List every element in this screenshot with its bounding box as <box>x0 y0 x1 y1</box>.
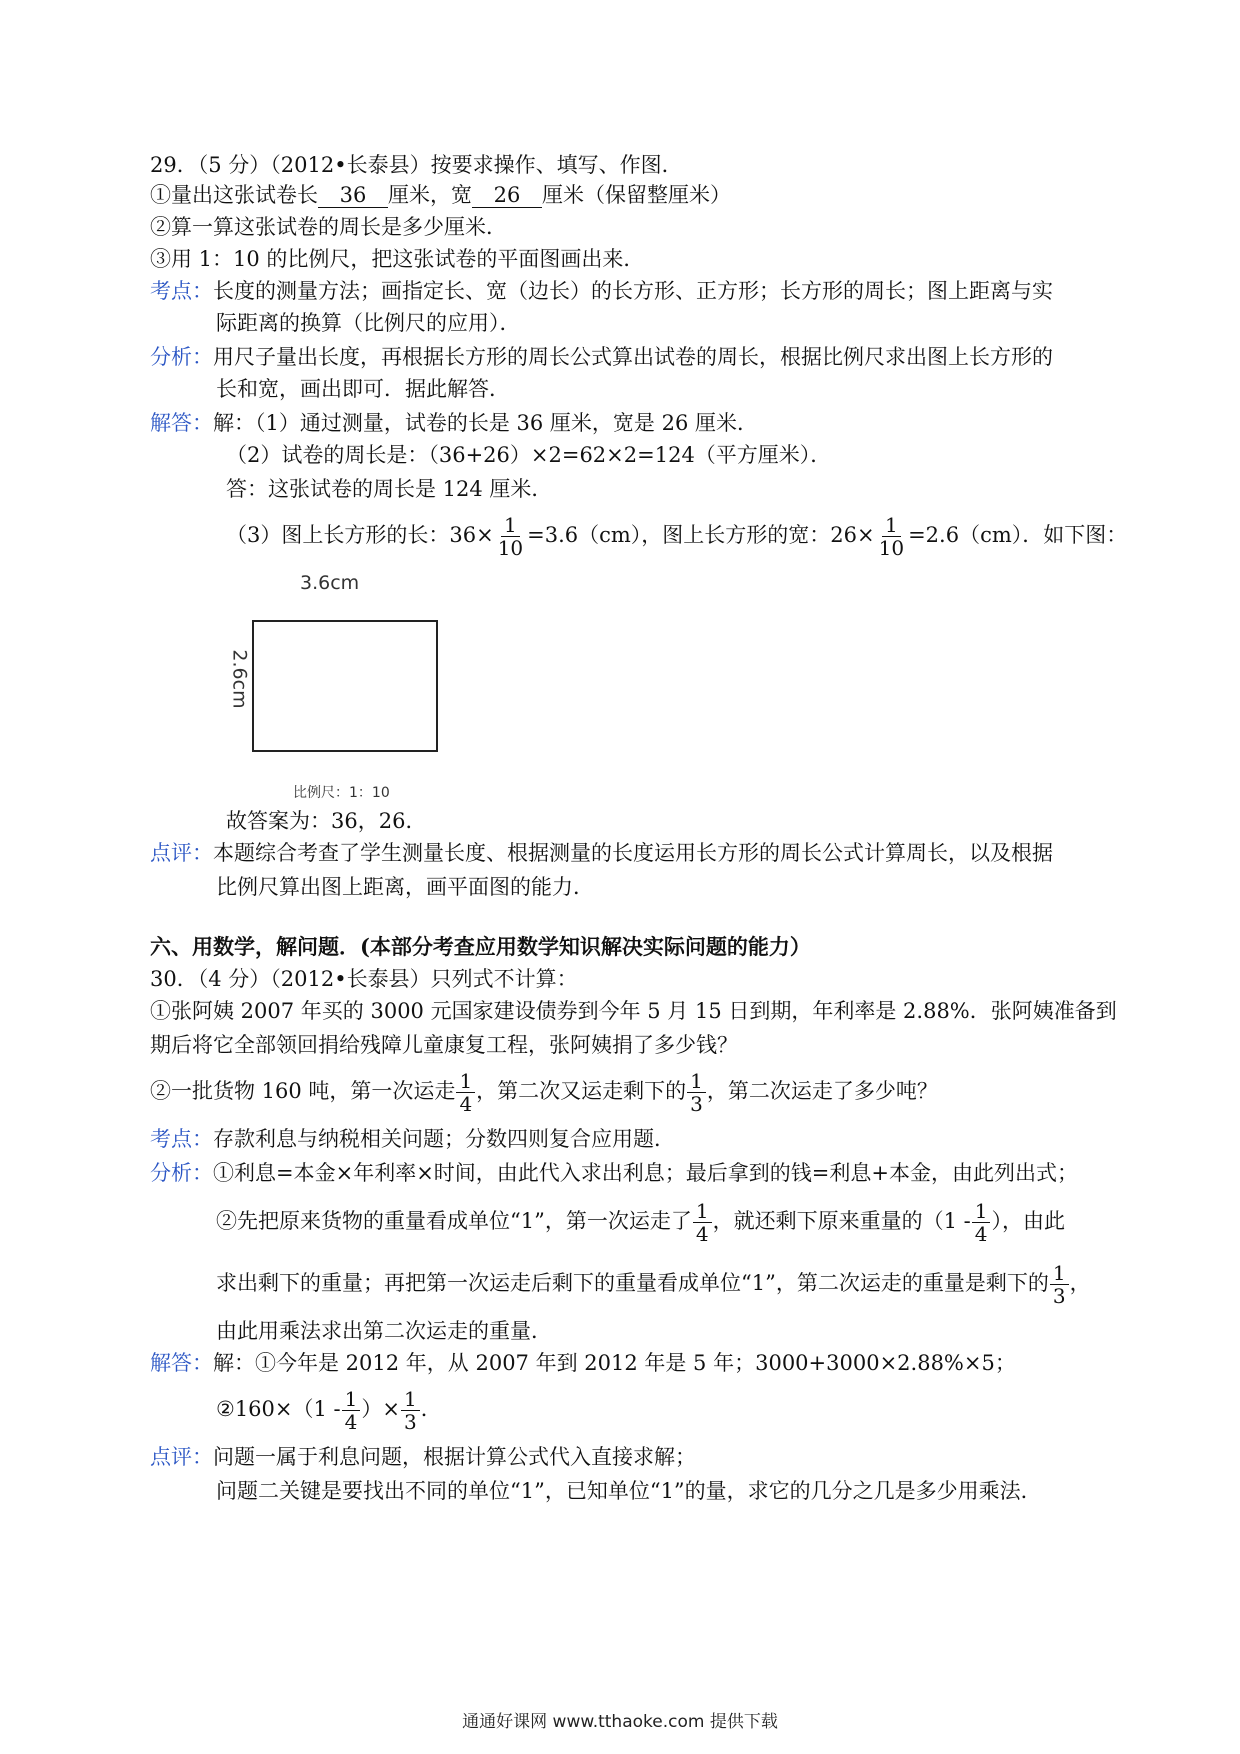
q30-item-2-text-b: ，第二次又运走剩下的 <box>476 1079 687 1103</box>
jieda-text: 解：（1）通过测量，试卷的长是 36 厘米，宽是 26 厘米． <box>213 411 759 435</box>
q30-fenxi-3-text-b: ， <box>1069 1271 1091 1295</box>
fraction-one-third-3: $\frac{1}{3}$ <box>401 1388 420 1433</box>
page-footer: 通通好课网 www.tthaoke.com 提供下载 <box>462 1712 778 1732</box>
fraction-one-quarter-4: $\frac{1}{4}$ <box>342 1388 361 1433</box>
q29-jieda-3: 答：这张试卷的周长是 124 厘米． <box>226 477 553 501</box>
q30-jieda-2-text-c: ． <box>420 1397 442 1421</box>
jieda-label: 解答： <box>150 411 213 435</box>
fenxi-label: 分析： <box>150 345 213 369</box>
kaodian-label: 考点： <box>150 1127 213 1151</box>
answer-blank-width: 26 <box>472 183 542 208</box>
q30-fenxi-4: 由此用乘法求出第二次运走的重量． <box>216 1319 552 1343</box>
q29-jieda-2: （2）试卷的周长是：（36+26）×2=62×2=124（平方厘米）． <box>226 443 832 467</box>
answer-blank-length: 36 <box>318 183 388 208</box>
fraction-one-tenth-2: $\frac{1}{10}$ <box>878 513 905 560</box>
fraction-one-quarter-2: $\frac{1}{4}$ <box>693 1200 712 1245</box>
dianping-label: 点评： <box>150 1445 213 1469</box>
q30-item-1-cont: 期后将它全部领回捐给残障儿童康复工程，张阿姨捐了多少钱？ <box>150 1033 738 1057</box>
q30-dianping <box>150 1442 696 1472</box>
q30-item-2-text-c: ，第二次运走了多少吨？ <box>706 1079 938 1103</box>
q30-jieda <box>150 1348 1016 1378</box>
q29-item-1-text-b: 厘米，宽 <box>388 183 472 207</box>
q30-item-1: ①张阿姨 2007 年买的 3000 元国家建设债券到今年 5 月 15 日到期，年利率是 2.88%．张阿姨准备到 <box>150 999 1117 1023</box>
kaodian-text: 长度的测量方法；画指定长、宽（边长）的长方形、正方形；长方形的周长；图上距离与实 <box>213 279 1053 303</box>
q30-kaodian <box>150 1124 675 1154</box>
q29-kaodian-cont: 际距离的换算（比例尺的应用）． <box>216 311 521 335</box>
q29-dianping-cont: 比例尺算出图上距离，画平面图的能力． <box>216 875 594 899</box>
kaodian-label: 考点： <box>150 279 213 303</box>
kaodian-text: 存款利息与纳税相关问题；分数四则复合应用题． <box>213 1127 675 1151</box>
q30-jieda-2-text-b: ）× <box>361 1397 400 1421</box>
dianping-label: 点评： <box>150 841 213 865</box>
fraction-one-third-2: $\frac{1}{3}$ <box>1050 1262 1069 1307</box>
q30-fenxi <box>150 1158 1078 1188</box>
fenxi-text: 用尺子量出长度，再根据长方形的周长公式算出试卷的周长，根据比例尺求出图上长方形的 <box>213 345 1053 369</box>
q29-jieda <box>150 408 758 438</box>
fenxi-text: ①利息=本金×年利率×时间，由此代入求出利息；最后拿到的钱=利息+本金，由此列出式； <box>213 1161 1078 1185</box>
dianping-text: 本题综合考查了学生测量长度、根据测量的长度运用长方形的周长公式计算周长，以及根据 <box>213 841 1053 865</box>
q29-fenxi-cont: 长和宽，画出即可．据此解答． <box>216 377 510 401</box>
q29-jieda-4-text: （3）图上长方形的长：36× <box>226 523 494 547</box>
q30-fenxi-2-text-b: ，就还剩下原来重量的（1 - <box>712 1209 971 1233</box>
fraction-one-quarter-3: $\frac{1}{4}$ <box>972 1200 991 1245</box>
jieda-text: 解：①今年是 2012 年，从 2007 年到 2012 年是 5 年；3000+3000×2.88%×5； <box>213 1351 1016 1375</box>
q30-fenxi-2-text: ②先把原来货物的重量看成单位“1”，第一次运走了 <box>216 1209 692 1233</box>
figure-length-label: 3.6cm <box>300 572 360 594</box>
q30-fenxi-3-text: 求出剩下的重量；再把第一次运走后剩下的重量看成单位“1”，第二次运走的重量是剩下的 <box>216 1271 1049 1295</box>
q29-jieda-4 <box>226 514 1127 559</box>
q30-jieda-2 <box>216 1388 442 1433</box>
q29-kaodian <box>150 276 1053 306</box>
q29-answer-final: 故答案为：36，26． <box>226 809 427 833</box>
jieda-label: 解答： <box>150 1351 213 1375</box>
q30-dianping-cont: 问题二关键是要找出不同的单位“1”，已知单位“1”的量，求它的几分之几是多少用乘法． <box>216 1479 1042 1503</box>
figure-rectangle <box>252 620 438 752</box>
q30-fenxi-3 <box>216 1262 1091 1307</box>
q29-dianping <box>150 838 1053 868</box>
q30-jieda-2-text: ②160×（1 - <box>216 1397 341 1421</box>
figure-width-label: 2.6cm <box>228 649 251 709</box>
q30-fenxi-2 <box>216 1200 1065 1245</box>
q29-item-1-text-c: 厘米（保留整厘米） <box>542 183 731 207</box>
q30-item-2-text: ②一批货物 160 吨，第一次运走 <box>150 1079 456 1103</box>
q29-item-1-text: ①量出这张试卷长 <box>150 183 318 207</box>
fenxi-label: 分析： <box>150 1161 213 1185</box>
figure-scale-label: 比例尺：1：10 <box>293 785 390 801</box>
q29-item-2: ②算一算这张试卷的周长是多少厘米． <box>150 215 507 239</box>
fraction-one-third: $\frac{1}{3}$ <box>687 1070 706 1115</box>
q30-fenxi-2-text-c: ），由此 <box>991 1209 1065 1233</box>
fraction-one-tenth: $\frac{1}{10}$ <box>497 513 524 560</box>
q30-heading: 30．（4 分）（2012•长泰县）只列式不计算： <box>150 967 578 991</box>
dianping-text: 问题一属于利息问题，根据计算公式代入直接求解； <box>213 1445 696 1469</box>
section-6-heading: 六、用数学，解问题．(本部分考查应用数学知识解决实际问题的能力） <box>150 934 811 959</box>
q29-jieda-4-text-c: =2.6（cm）．如下图： <box>908 523 1128 547</box>
fraction-one-quarter: $\frac{1}{4}$ <box>456 1070 475 1115</box>
q30-item-2 <box>150 1070 938 1115</box>
q29-jieda-4-text-b: =3.6（cm），图上长方形的宽：26× <box>527 523 875 547</box>
q29-fenxi <box>150 342 1053 372</box>
q29-item-1 <box>150 180 731 210</box>
q29-item-3: ③用 1：10 的比例尺，把这张试卷的平面图画出来． <box>150 247 645 271</box>
q29-heading: 29．（5 分）（2012•长泰县）按要求操作、填写、作图． <box>150 153 683 177</box>
